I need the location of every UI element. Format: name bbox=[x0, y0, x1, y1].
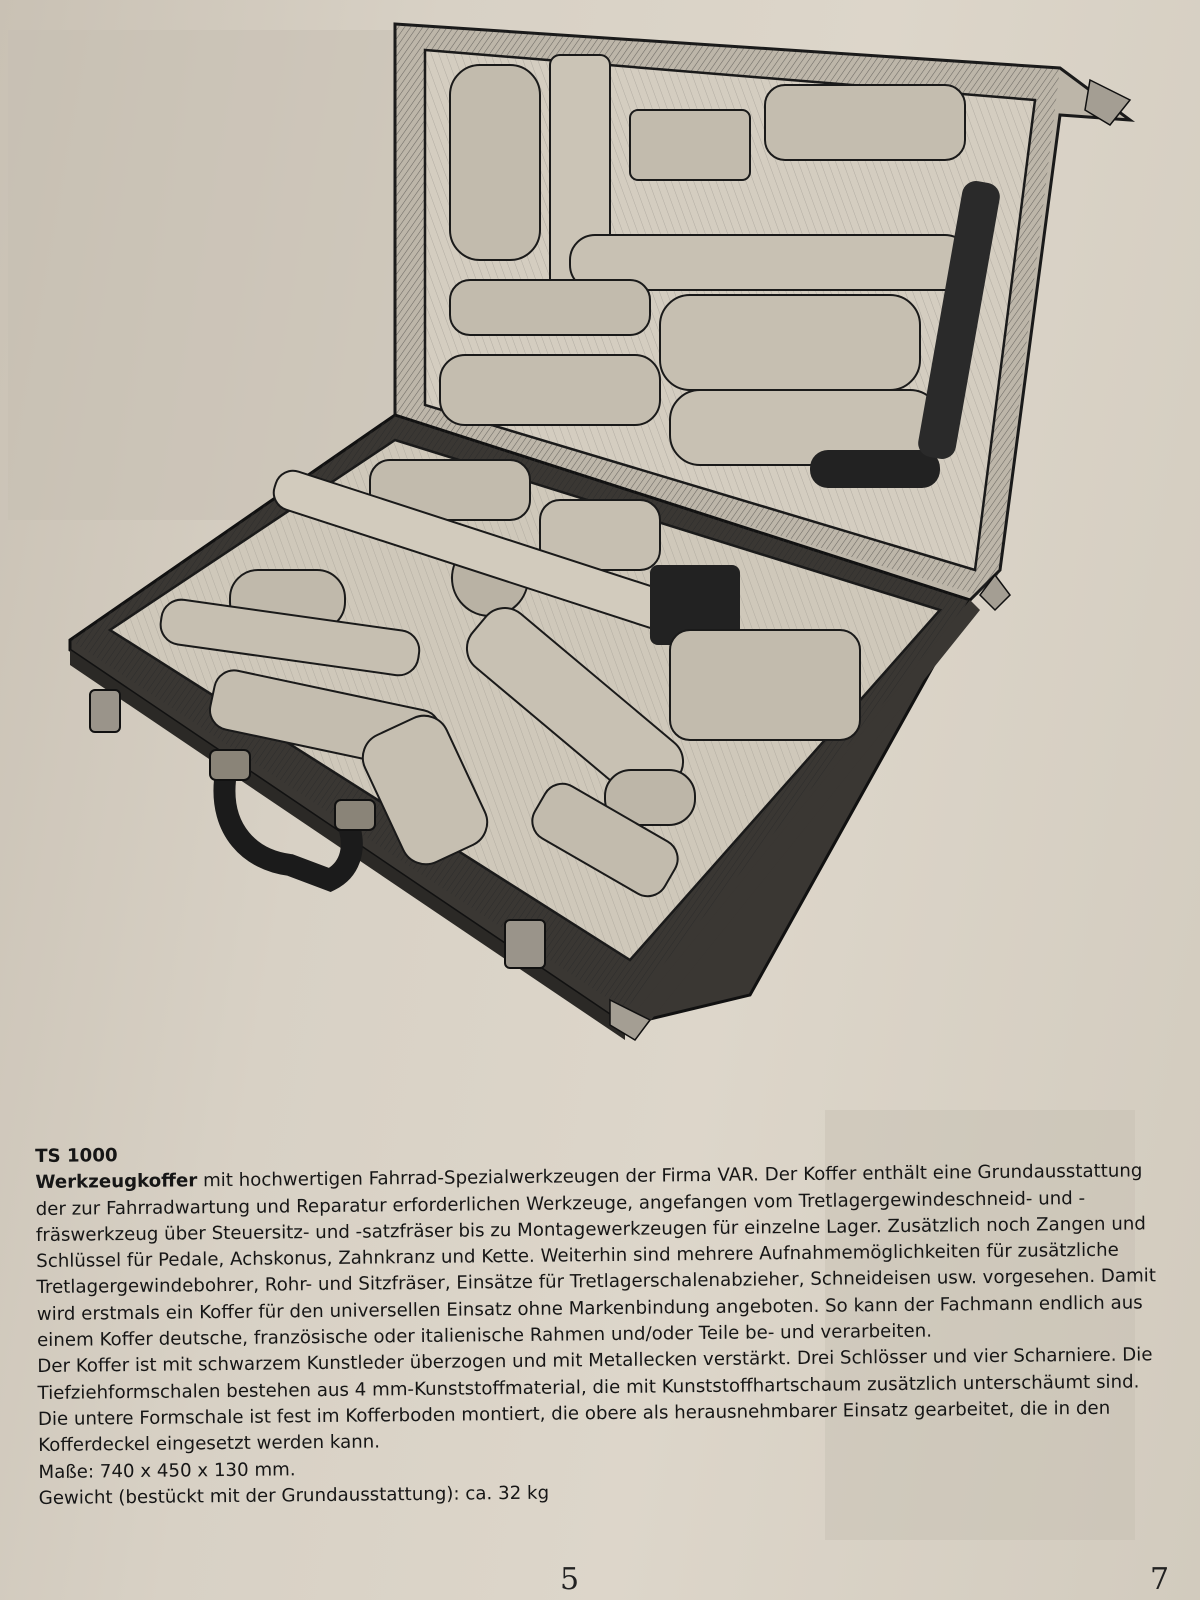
construction-text: Der Koffer ist mit schwarzem Kunstleder überzogen und mit Metallecken verstärkt. Drei Schlösser und vier Scharniere. Die Tiefziehformschalen bestehen aus 4 mm-Kunststoffmaterial, die mit Kunststoffhartschaum zusätzlich unterschäumt sind. Die untere Formschale ist fest im Kofferboden montiert, die obere als herausnehmbarer Einsatz gearbeitet, die in den Kofferdeckel eingesetzt werden kann. bbox=[37, 1344, 1153, 1457]
product-name: Werkzeugkoffer bbox=[35, 1170, 198, 1194]
description-paragraph bbox=[35, 1158, 1167, 1354]
weight-text: Gewicht (bestückt mit der Grundausstattung): ca. 32 kg bbox=[38, 1482, 550, 1509]
footer-mark-left: 5 bbox=[560, 1562, 580, 1597]
toolcase-illustration bbox=[50, 10, 1200, 1060]
model-number: TS 1000 bbox=[35, 1145, 118, 1167]
product-caption bbox=[35, 1132, 1169, 1512]
footer-mark-right: 7 bbox=[1150, 1562, 1170, 1597]
dimensions-text: Maße: 740 x 450 x 130 mm. bbox=[38, 1458, 296, 1483]
description-text: mit hochwertigen Fahrrad-Spezialwerkzeugen der Firma VAR. Der Koffer enthält eine Grundausstattung der zur Fahrradwartung und Reparatur erforderlichen Werkzeuge, angefangen vom Tretlagergewindeschneid- und -fräswerkzeug über Steuersitz- und -satzfräser bis zu Montagewerkzeugen für einzelne Lager. Zusätzlich noch Zangen und Schlüssel für Pedale, Achskonus, Zahnkranz und Kette. Weiterhin sind mehrere Aufnahmemöglichkeiten für zusätzliche Tretlagergewindebohrer, Rohr- und Sitzfräser, Einsätze für Tretlagerschalenabzieher, Schneideisen usw. vorgesehen. Damit wird erstmals ein Koffer für den universellen Einsatz ohne Markenbindung angeboten. So kann der Fachmann endlich aus einem Koffer deutsche, französische oder italienische Rahmen und/oder Teile be- und verarbeiten. bbox=[35, 1160, 1157, 1352]
